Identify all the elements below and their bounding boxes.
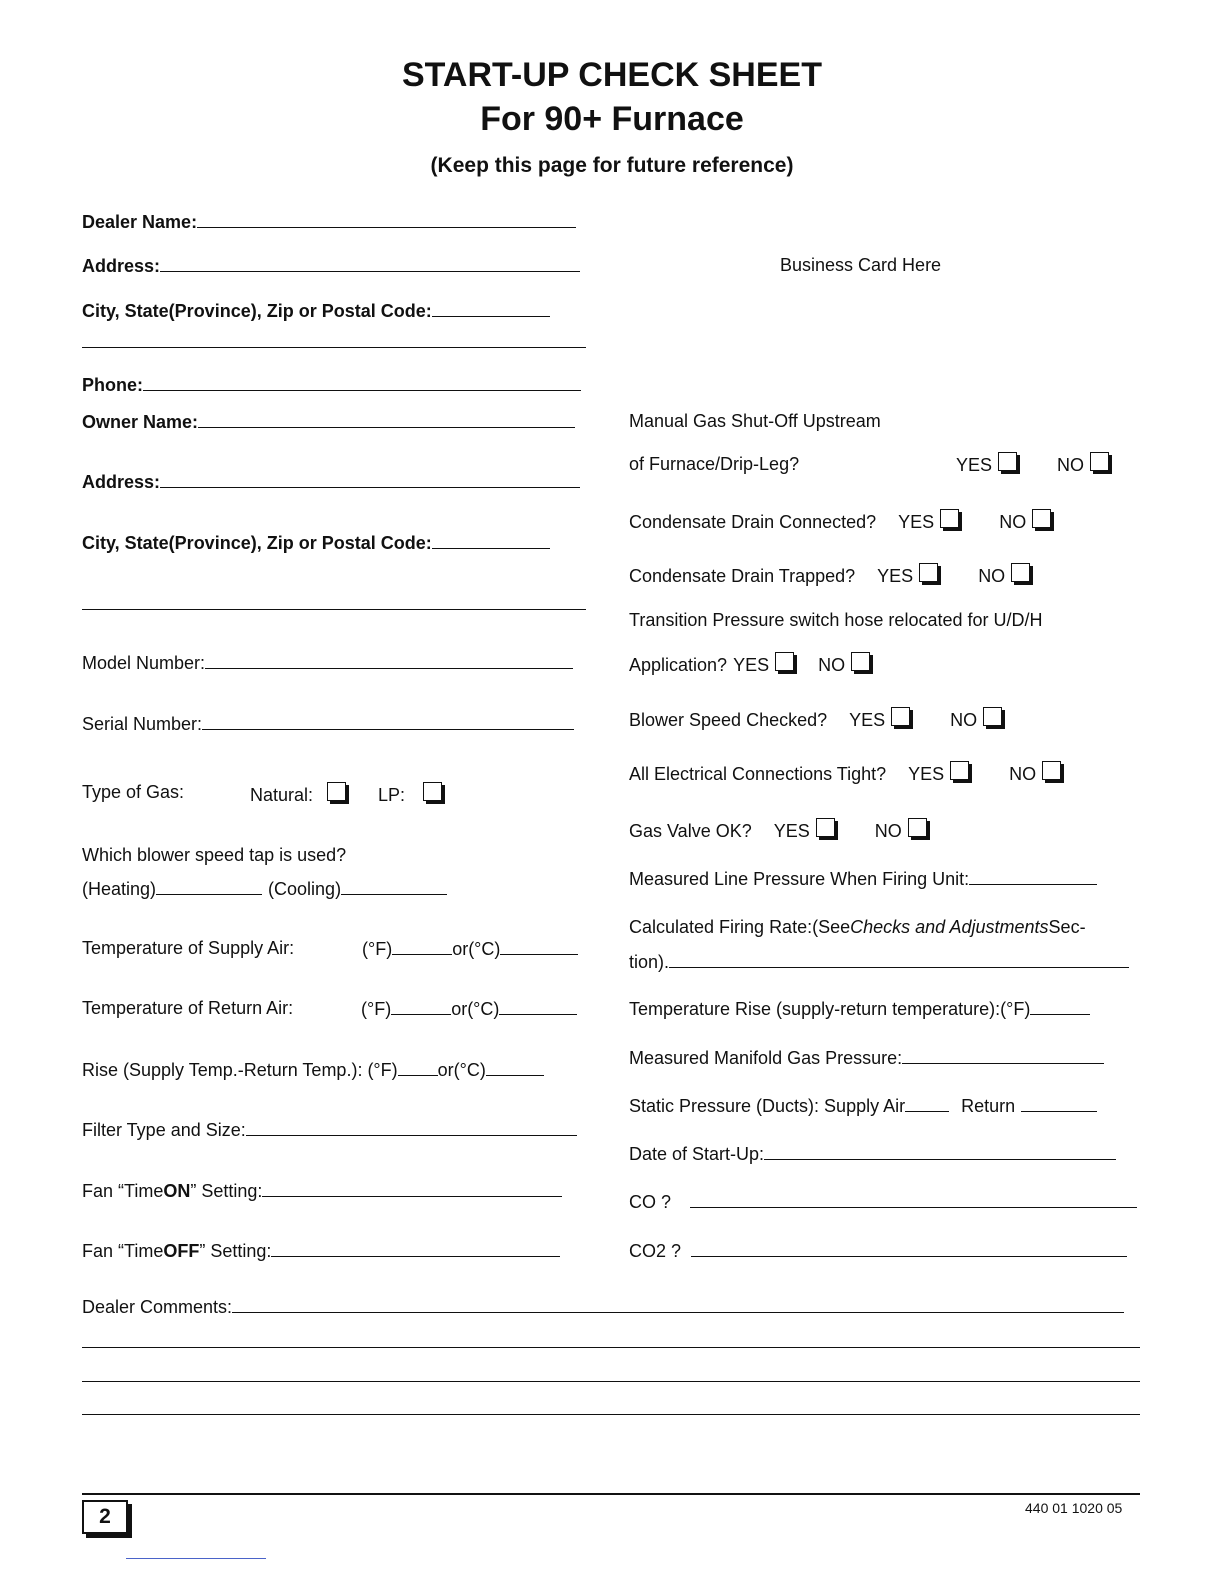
page-title-line2: For 90+ Furnace: [480, 100, 744, 138]
manual-gas-yes-label: YES: [956, 455, 993, 475]
temp-rise-field[interactable]: [1030, 998, 1090, 1015]
fan-off-label-bold: OFF: [163, 1241, 200, 1261]
phone-label: Phone:: [82, 375, 143, 395]
electrical-yes-label: YES: [908, 764, 945, 784]
owner-address-row: [82, 471, 580, 493]
supply-air-label: Temperature of Supply Air:: [82, 938, 295, 958]
electrical-no-checkbox[interactable]: [1042, 761, 1061, 780]
fan-on-field[interactable]: [262, 1180, 562, 1197]
firing-rate-label-post: Sec-: [1048, 917, 1086, 937]
static-supply-field[interactable]: [905, 1095, 949, 1112]
phone-row: [82, 374, 581, 396]
rise-c-field[interactable]: [486, 1059, 544, 1076]
owner-name-label: Owner Name:: [82, 412, 199, 432]
dealer-name-row: [82, 211, 576, 233]
owner-city-field-line2[interactable]: [82, 609, 586, 610]
page-subtitle: (Keep this page for future reference): [430, 154, 794, 177]
electrical-no-label: NO: [1009, 764, 1037, 784]
static-pressure-row: [629, 1095, 1097, 1117]
model-number-row: [82, 652, 573, 674]
condensate-connected-no-label: NO: [999, 512, 1027, 532]
model-number-field[interactable]: [205, 652, 573, 669]
gas-natural-label: Natural:: [250, 785, 314, 805]
gas-type-options: [250, 782, 442, 806]
comments-field[interactable]: [232, 1296, 1124, 1313]
fan-off-label-pre: Fan “Time: [82, 1241, 164, 1261]
blower-tap-row: [82, 878, 447, 900]
electrical-yes-checkbox[interactable]: [950, 761, 969, 780]
gas-lp-checkbox[interactable]: [423, 782, 442, 801]
owner-name-field[interactable]: [198, 411, 575, 428]
phone-field[interactable]: [143, 374, 581, 391]
condensate-trapped-row: [629, 563, 1030, 587]
filter-field[interactable]: [246, 1119, 577, 1136]
gas-natural-checkbox[interactable]: [327, 782, 346, 801]
condensate-trapped-label: Condensate Drain Trapped?: [629, 566, 856, 586]
comments-line-4[interactable]: [82, 1414, 1140, 1415]
fan-on-label-post: ” Setting:: [190, 1181, 263, 1201]
firing-rate-label-pre: Calculated Firing Rate:(See: [629, 917, 851, 937]
transition-label-2: Application?: [629, 655, 728, 675]
dealer-name-field[interactable]: [197, 211, 576, 228]
supply-air-unit-f: (°F): [362, 939, 393, 959]
static-return-field[interactable]: [1021, 1095, 1097, 1112]
gas-valve-no-checkbox[interactable]: [908, 818, 927, 837]
dealer-city-field[interactable]: [432, 300, 550, 317]
dealer-address-row: [82, 255, 580, 277]
rise-row: [82, 1059, 544, 1081]
rise-f-field[interactable]: [398, 1059, 438, 1076]
line-pressure-row: [629, 868, 1097, 890]
dealer-city-field-line2[interactable]: [82, 347, 586, 348]
condensate-connected-yes-label: YES: [898, 512, 935, 532]
manifold-label: Measured Manifold Gas Pressure:: [629, 1048, 903, 1068]
blower-checked-yes-label: YES: [849, 710, 886, 730]
model-number-label: Model Number:: [82, 653, 206, 673]
transition-yes-checkbox[interactable]: [775, 652, 794, 671]
fan-off-label-post: ” Setting:: [199, 1241, 272, 1261]
comments-line-3[interactable]: [82, 1381, 1140, 1382]
firing-rate-row-2: [629, 951, 1129, 973]
fan-on-label-bold: ON: [163, 1181, 191, 1201]
transition-yes-label: YES: [733, 655, 770, 675]
condensate-connected-yes-checkbox[interactable]: [940, 509, 959, 528]
serial-number-row: [82, 713, 574, 735]
document-code: 440 01 1020 05: [1025, 1500, 1123, 1516]
supply-air-fields: [362, 938, 578, 960]
business-card-area: Business Card Here: [780, 255, 942, 275]
rise-unit-c: or(°C): [437, 1060, 486, 1080]
fan-on-row: [82, 1180, 562, 1202]
manifold-field[interactable]: [902, 1047, 1104, 1064]
transition-no-checkbox[interactable]: [851, 652, 870, 671]
firing-rate-field[interactable]: [669, 951, 1129, 968]
supply-air-f-field[interactable]: [392, 938, 452, 955]
blower-heating-label: (Heating): [82, 879, 157, 899]
blower-checked-no-label: NO: [950, 710, 978, 730]
return-air-c-field[interactable]: [499, 998, 577, 1015]
dealer-address-label: Address:: [82, 256, 161, 276]
filter-label: Filter Type and Size:: [82, 1120, 246, 1140]
dealer-address-field[interactable]: [160, 255, 580, 272]
comments-row: [82, 1296, 1124, 1318]
firing-rate-label-2: tion).: [629, 952, 670, 972]
blower-heating-field[interactable]: [156, 878, 262, 895]
return-air-unit-f: (°F): [361, 999, 392, 1019]
footer-link-underline: [126, 1558, 266, 1559]
manual-gas-no-label: NO: [1057, 455, 1085, 475]
electrical-row: [629, 761, 1061, 785]
gas-valve-no-label: NO: [874, 821, 902, 841]
comments-line-2[interactable]: [82, 1347, 1140, 1348]
return-air-label: Temperature of Return Air:: [82, 998, 294, 1018]
transition-row: [629, 652, 870, 676]
static-supply-label: Static Pressure (Ducts): Supply Air: [629, 1096, 906, 1116]
manifold-row: [629, 1047, 1104, 1069]
rise-label: Rise (Supply Temp.-Return Temp.): (°F): [82, 1060, 398, 1080]
comments-label: Dealer Comments:: [82, 1297, 233, 1317]
blower-cooling-field[interactable]: [341, 878, 447, 895]
co-row: [629, 1191, 1137, 1213]
gas-valve-label: Gas Valve OK?: [629, 821, 752, 841]
owner-city-field[interactable]: [432, 532, 550, 549]
co2-field[interactable]: [691, 1240, 1127, 1257]
co2-row: [629, 1240, 1127, 1262]
condensate-trapped-no-checkbox[interactable]: [1011, 563, 1030, 582]
dealer-name-label: Dealer Name:: [82, 212, 198, 232]
condensate-connected-label: Condensate Drain Connected?: [629, 512, 877, 532]
blower-checked-label: Blower Speed Checked?: [629, 710, 828, 730]
owner-name-row: [82, 411, 575, 433]
condensate-trapped-yes-label: YES: [877, 566, 914, 586]
condensate-trapped-yes-checkbox[interactable]: [919, 563, 938, 582]
condensate-trapped-no-label: NO: [978, 566, 1006, 586]
blower-checked-yes-checkbox[interactable]: [891, 707, 910, 726]
line-pressure-label: Measured Line Pressure When Firing Unit:: [629, 869, 970, 889]
temp-rise-row: [629, 998, 1090, 1020]
date-startup-label: Date of Start-Up:: [629, 1144, 765, 1164]
return-air-fields: [361, 998, 577, 1020]
supply-air-unit-c: or(°C): [452, 939, 501, 959]
supply-air-c-field[interactable]: [500, 938, 578, 955]
filter-row: [82, 1119, 577, 1141]
temp-rise-label: Temperature Rise (supply-return temperature):(°F): [629, 999, 1031, 1019]
firing-rate-row: [629, 917, 1086, 938]
dealer-city-row: [82, 300, 550, 322]
manual-gas-yes-checkbox[interactable]: [998, 452, 1017, 471]
serial-number-label: Serial Number:: [82, 714, 203, 734]
co-label: CO ?: [629, 1192, 672, 1212]
gas-valve-yes-label: YES: [773, 821, 810, 841]
firing-rate-label-italic: Checks and Adjustments: [850, 917, 1049, 937]
manual-gas-no-checkbox[interactable]: [1090, 452, 1109, 471]
fan-off-row: [82, 1240, 560, 1262]
fan-off-field[interactable]: [271, 1240, 560, 1257]
dealer-city-label: City, State(Province), Zip or Postal Code:: [82, 301, 432, 321]
return-air-f-field[interactable]: [391, 998, 451, 1015]
blower-cooling-label: (Cooling): [268, 879, 342, 899]
page-title: START-UP CHECK SHEET: [401, 56, 822, 94]
owner-address-field[interactable]: [160, 471, 580, 488]
fan-on-label-pre: Fan “Time: [82, 1181, 164, 1201]
manual-gas-label-2: of Furnace/Drip-Leg?: [629, 454, 800, 474]
condensate-connected-no-checkbox[interactable]: [1032, 509, 1051, 528]
date-startup-row: [629, 1143, 1116, 1165]
gas-type-label: Type of Gas:: [82, 782, 185, 802]
manual-gas-options: [956, 452, 1109, 476]
page-number: 2: [82, 1500, 128, 1534]
co-field[interactable]: [690, 1191, 1137, 1208]
blower-checked-row: [629, 707, 1002, 731]
transition-no-label: NO: [818, 655, 846, 675]
serial-number-field[interactable]: [202, 713, 574, 730]
manual-gas-label-1: Manual Gas Shut-Off Upstream: [629, 411, 881, 431]
gas-lp-label: LP:: [378, 785, 406, 805]
transition-label-1: Transition Pressure switch hose relocated for U/D/H: [629, 610, 1043, 630]
gas-valve-row: [629, 818, 927, 842]
blower-question: Which blower speed tap is used?: [82, 845, 347, 865]
owner-city-label: City, State(Province), Zip or Postal Code:: [82, 533, 432, 553]
date-startup-field[interactable]: [764, 1143, 1116, 1160]
co2-label: CO2 ?: [629, 1241, 682, 1261]
line-pressure-field[interactable]: [969, 868, 1097, 885]
owner-address-label: Address:: [82, 472, 161, 492]
footer-rule: [82, 1493, 1140, 1495]
owner-city-row: [82, 532, 550, 554]
electrical-label: All Electrical Connections Tight?: [629, 764, 887, 784]
gas-valve-yes-checkbox[interactable]: [816, 818, 835, 837]
static-return-label: Return: [961, 1096, 1016, 1116]
return-air-unit-c: or(°C): [451, 999, 500, 1019]
condensate-connected-row: [629, 509, 1051, 533]
blower-checked-no-checkbox[interactable]: [983, 707, 1002, 726]
